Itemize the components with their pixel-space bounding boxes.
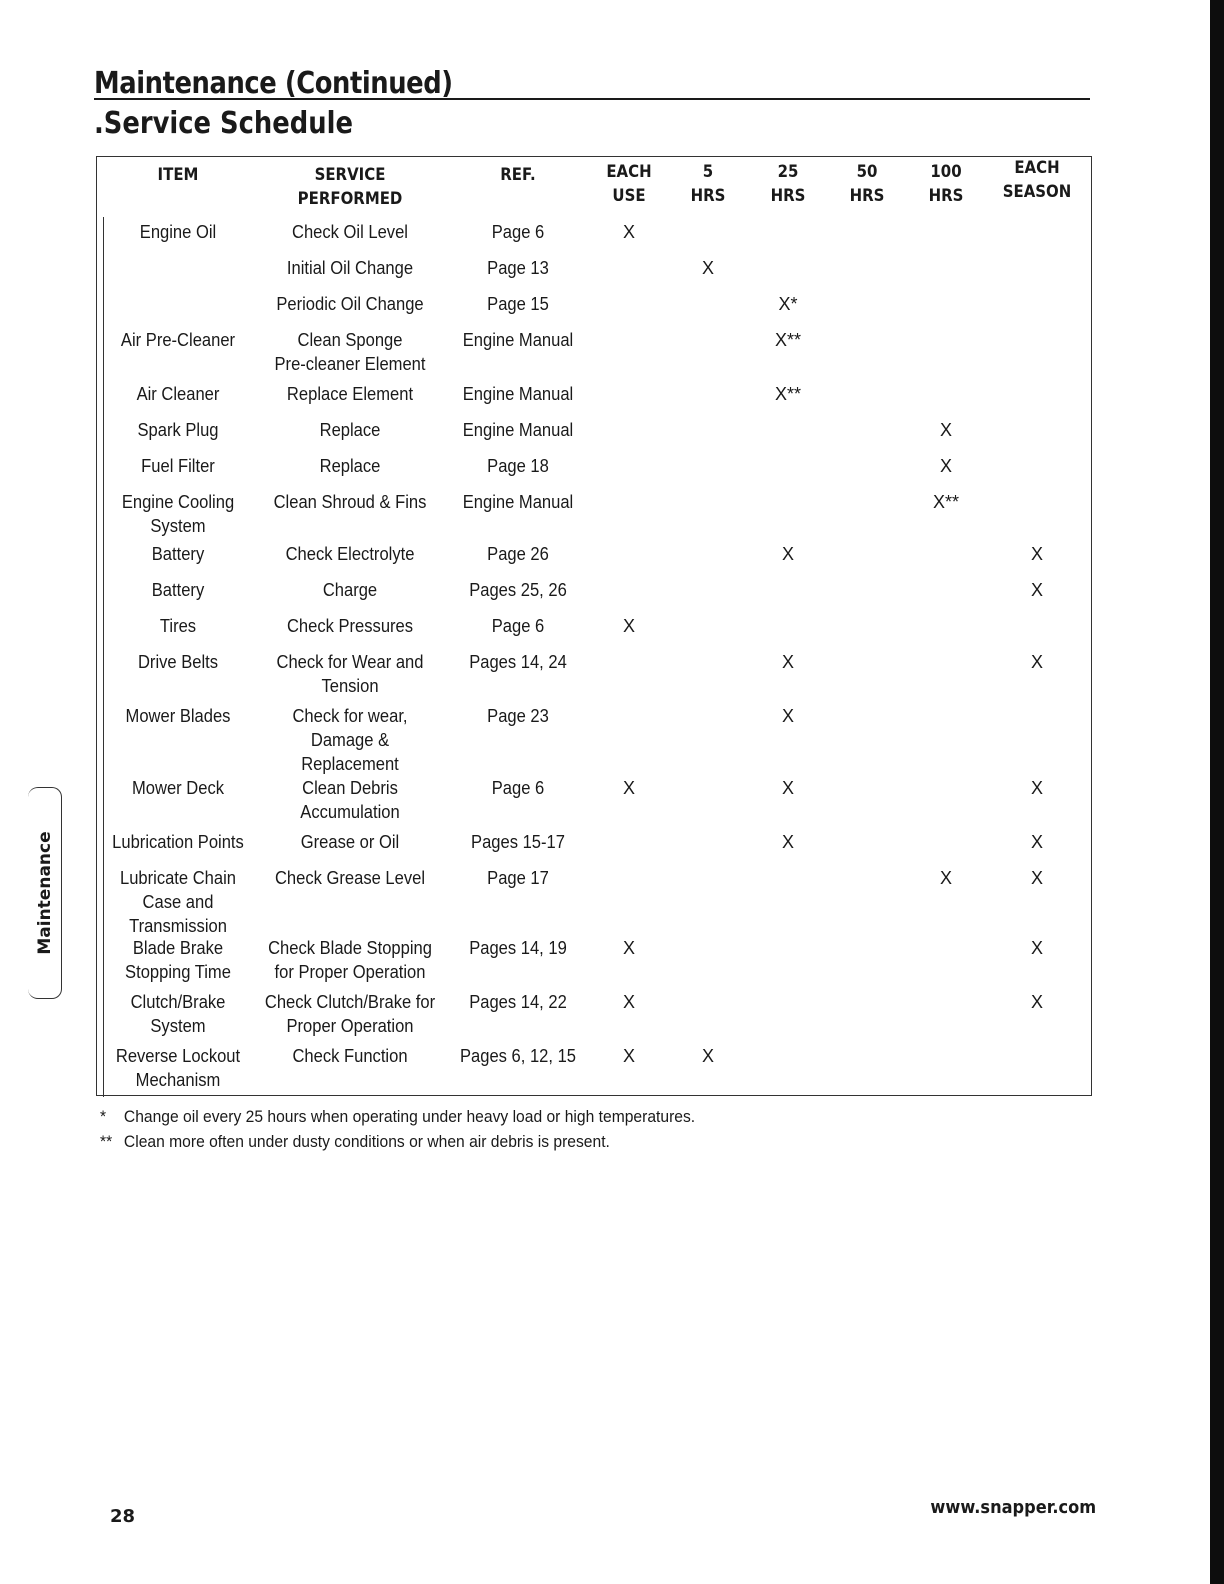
schedule-mark-each-season: X <box>1030 868 1043 888</box>
cell-service: Replace Element <box>286 384 414 404</box>
cell-ref: Engine Manual <box>462 420 574 440</box>
cell-item: Spark Plug <box>137 420 219 440</box>
schedule-mark-hrs5: X <box>701 1046 714 1066</box>
cell-item: Drive Belts <box>137 652 219 672</box>
cell-service: Clean Debris Accumulation <box>300 778 400 822</box>
cell-ref: Page 13 <box>487 258 549 278</box>
cell-service: Check Blade Stopping for Proper Operation <box>268 938 432 982</box>
schedule-mark-hrs25: X <box>781 706 794 726</box>
cell-service: Replace <box>319 456 381 476</box>
cell-ref: Pages 6, 12, 15 <box>459 1046 577 1066</box>
cell-ref: Pages 25, 26 <box>469 580 567 600</box>
schedule-mark-each-season: X <box>1030 832 1043 852</box>
cell-service: Charge <box>322 580 378 600</box>
cell-item: Battery <box>151 580 205 600</box>
cell-item: Mower Blades <box>125 706 231 726</box>
schedule-mark-each-use: X <box>622 616 635 636</box>
cell-ref: Page 26 <box>487 544 549 564</box>
schedule-mark-each-season: X <box>1030 778 1043 798</box>
schedule-mark-each-season: X <box>1030 652 1043 672</box>
schedule-mark-hrs25: X** <box>774 330 801 350</box>
schedule-mark-hrs25: X <box>781 832 794 852</box>
cell-item: Lubrication Points <box>112 832 244 852</box>
cell-service: Check Oil Level <box>292 222 408 242</box>
schedule-mark-hrs100: X <box>939 420 952 440</box>
cell-service: Check Clutch/Brake for Proper Operation <box>264 992 436 1036</box>
column-header-service: SERVICE PERFORMED <box>297 165 403 209</box>
cell-item: Engine Oil <box>139 222 217 242</box>
schedule-mark-each-use: X <box>622 1046 635 1066</box>
cell-ref: Page 23 <box>487 706 549 726</box>
cell-ref: Engine Manual <box>462 492 574 512</box>
cell-item: Air Pre-Cleaner <box>120 330 236 350</box>
footnote: ** Clean more often under dusty conditions or when air debris is present. <box>100 1132 610 1151</box>
cell-ref: Pages 15-17 <box>471 832 565 852</box>
schedule-mark-hrs25: X <box>781 652 794 672</box>
cell-service: Clean Sponge Pre-cleaner Element <box>274 330 426 374</box>
cell-item: Tires <box>159 616 197 636</box>
schedule-mark-hrs25: X* <box>778 294 798 314</box>
schedule-mark-hrs25: X <box>781 544 794 564</box>
cell-service: Check for wear, Damage & Replacement <box>292 706 408 774</box>
cell-item: Blade Brake Stopping Time <box>125 938 231 982</box>
schedule-mark-each-season: X <box>1030 992 1043 1012</box>
column-header-hrs25: 25 HRS <box>770 162 806 206</box>
column-header-each-use: EACH USE <box>606 162 652 206</box>
cell-item: Fuel Filter <box>141 456 215 476</box>
cell-service: Check Function <box>292 1046 408 1066</box>
cell-service: Replace <box>319 420 381 440</box>
cell-item: Air Cleaner <box>136 384 220 404</box>
cell-ref: Pages 14, 24 <box>469 652 567 672</box>
column-header-ref: REF. <box>500 165 536 185</box>
schedule-mark-hrs5: X <box>701 258 714 278</box>
schedule-mark-each-use: X <box>622 992 635 1012</box>
schedule-mark-hrs25: X** <box>774 384 801 404</box>
schedule-mark-each-use: X <box>622 222 635 242</box>
cell-service: Initial Oil Change <box>286 258 414 278</box>
cell-service: Check for Wear and Tension <box>276 652 424 696</box>
website-url: www.snapper.com <box>930 1497 1096 1518</box>
cell-item: Reverse Lockout Mechanism <box>115 1046 241 1090</box>
cell-item: Clutch/Brake System <box>130 992 226 1036</box>
side-tab-label: Maintenance <box>35 831 55 955</box>
schedule-mark-each-season: X <box>1030 544 1043 564</box>
schedule-mark-each-use: X <box>622 938 635 958</box>
schedule-mark-each-season: X <box>1030 938 1043 958</box>
schedule-mark-hrs100: X** <box>932 492 959 512</box>
schedule-mark-hrs100: X <box>939 456 952 476</box>
schedule-mark-each-season: X <box>1030 580 1043 600</box>
cell-ref: Page 15 <box>487 294 549 314</box>
footnotes <box>100 1104 695 1154</box>
section-title: .Service Schedule <box>94 106 353 141</box>
cell-service: Check Pressures <box>286 616 414 636</box>
cell-service: Check Electrolyte <box>285 544 415 564</box>
cell-item: Lubricate Chain Case and Transmission <box>119 868 237 936</box>
column-header-hrs100: 100 HRS <box>928 162 964 206</box>
page-title: Maintenance (Continued) <box>94 66 453 101</box>
column-header-item: ITEM <box>157 165 199 185</box>
cell-item: Mower Deck <box>131 778 225 798</box>
column-header-hrs50: 50 HRS <box>849 162 885 206</box>
cell-item: Engine Cooling System <box>121 492 235 536</box>
cell-ref: Engine Manual <box>462 384 574 404</box>
cell-ref: Page 18 <box>487 456 549 476</box>
cell-service: Check Grease Level <box>274 868 426 888</box>
column-header-hrs5: 5 HRS <box>690 162 726 206</box>
schedule-mark-each-use: X <box>622 778 635 798</box>
scan-edge <box>1210 0 1224 1584</box>
page-number: 28 <box>110 1506 136 1527</box>
footnote: * Change oil every 25 hours when operating under heavy load or high temperatures. <box>100 1107 696 1126</box>
title-rule <box>94 98 1090 100</box>
cell-ref: Page 6 <box>491 778 545 798</box>
cell-service: Periodic Oil Change <box>276 294 424 314</box>
cell-ref: Page 6 <box>491 616 545 636</box>
cell-service: Clean Shroud & Fins <box>273 492 427 512</box>
cell-ref: Engine Manual <box>462 330 574 350</box>
cell-ref: Page 6 <box>491 222 545 242</box>
schedule-mark-hrs100: X <box>939 868 952 888</box>
schedule-mark-hrs25: X <box>781 778 794 798</box>
cell-item: Battery <box>151 544 205 564</box>
cell-ref: Pages 14, 22 <box>469 992 567 1012</box>
cell-ref: Page 17 <box>487 868 549 888</box>
cell-ref: Pages 14, 19 <box>469 938 567 958</box>
column-header-each-season: EACH SEASON <box>1002 158 1072 202</box>
cell-service: Grease or Oil <box>300 832 400 852</box>
